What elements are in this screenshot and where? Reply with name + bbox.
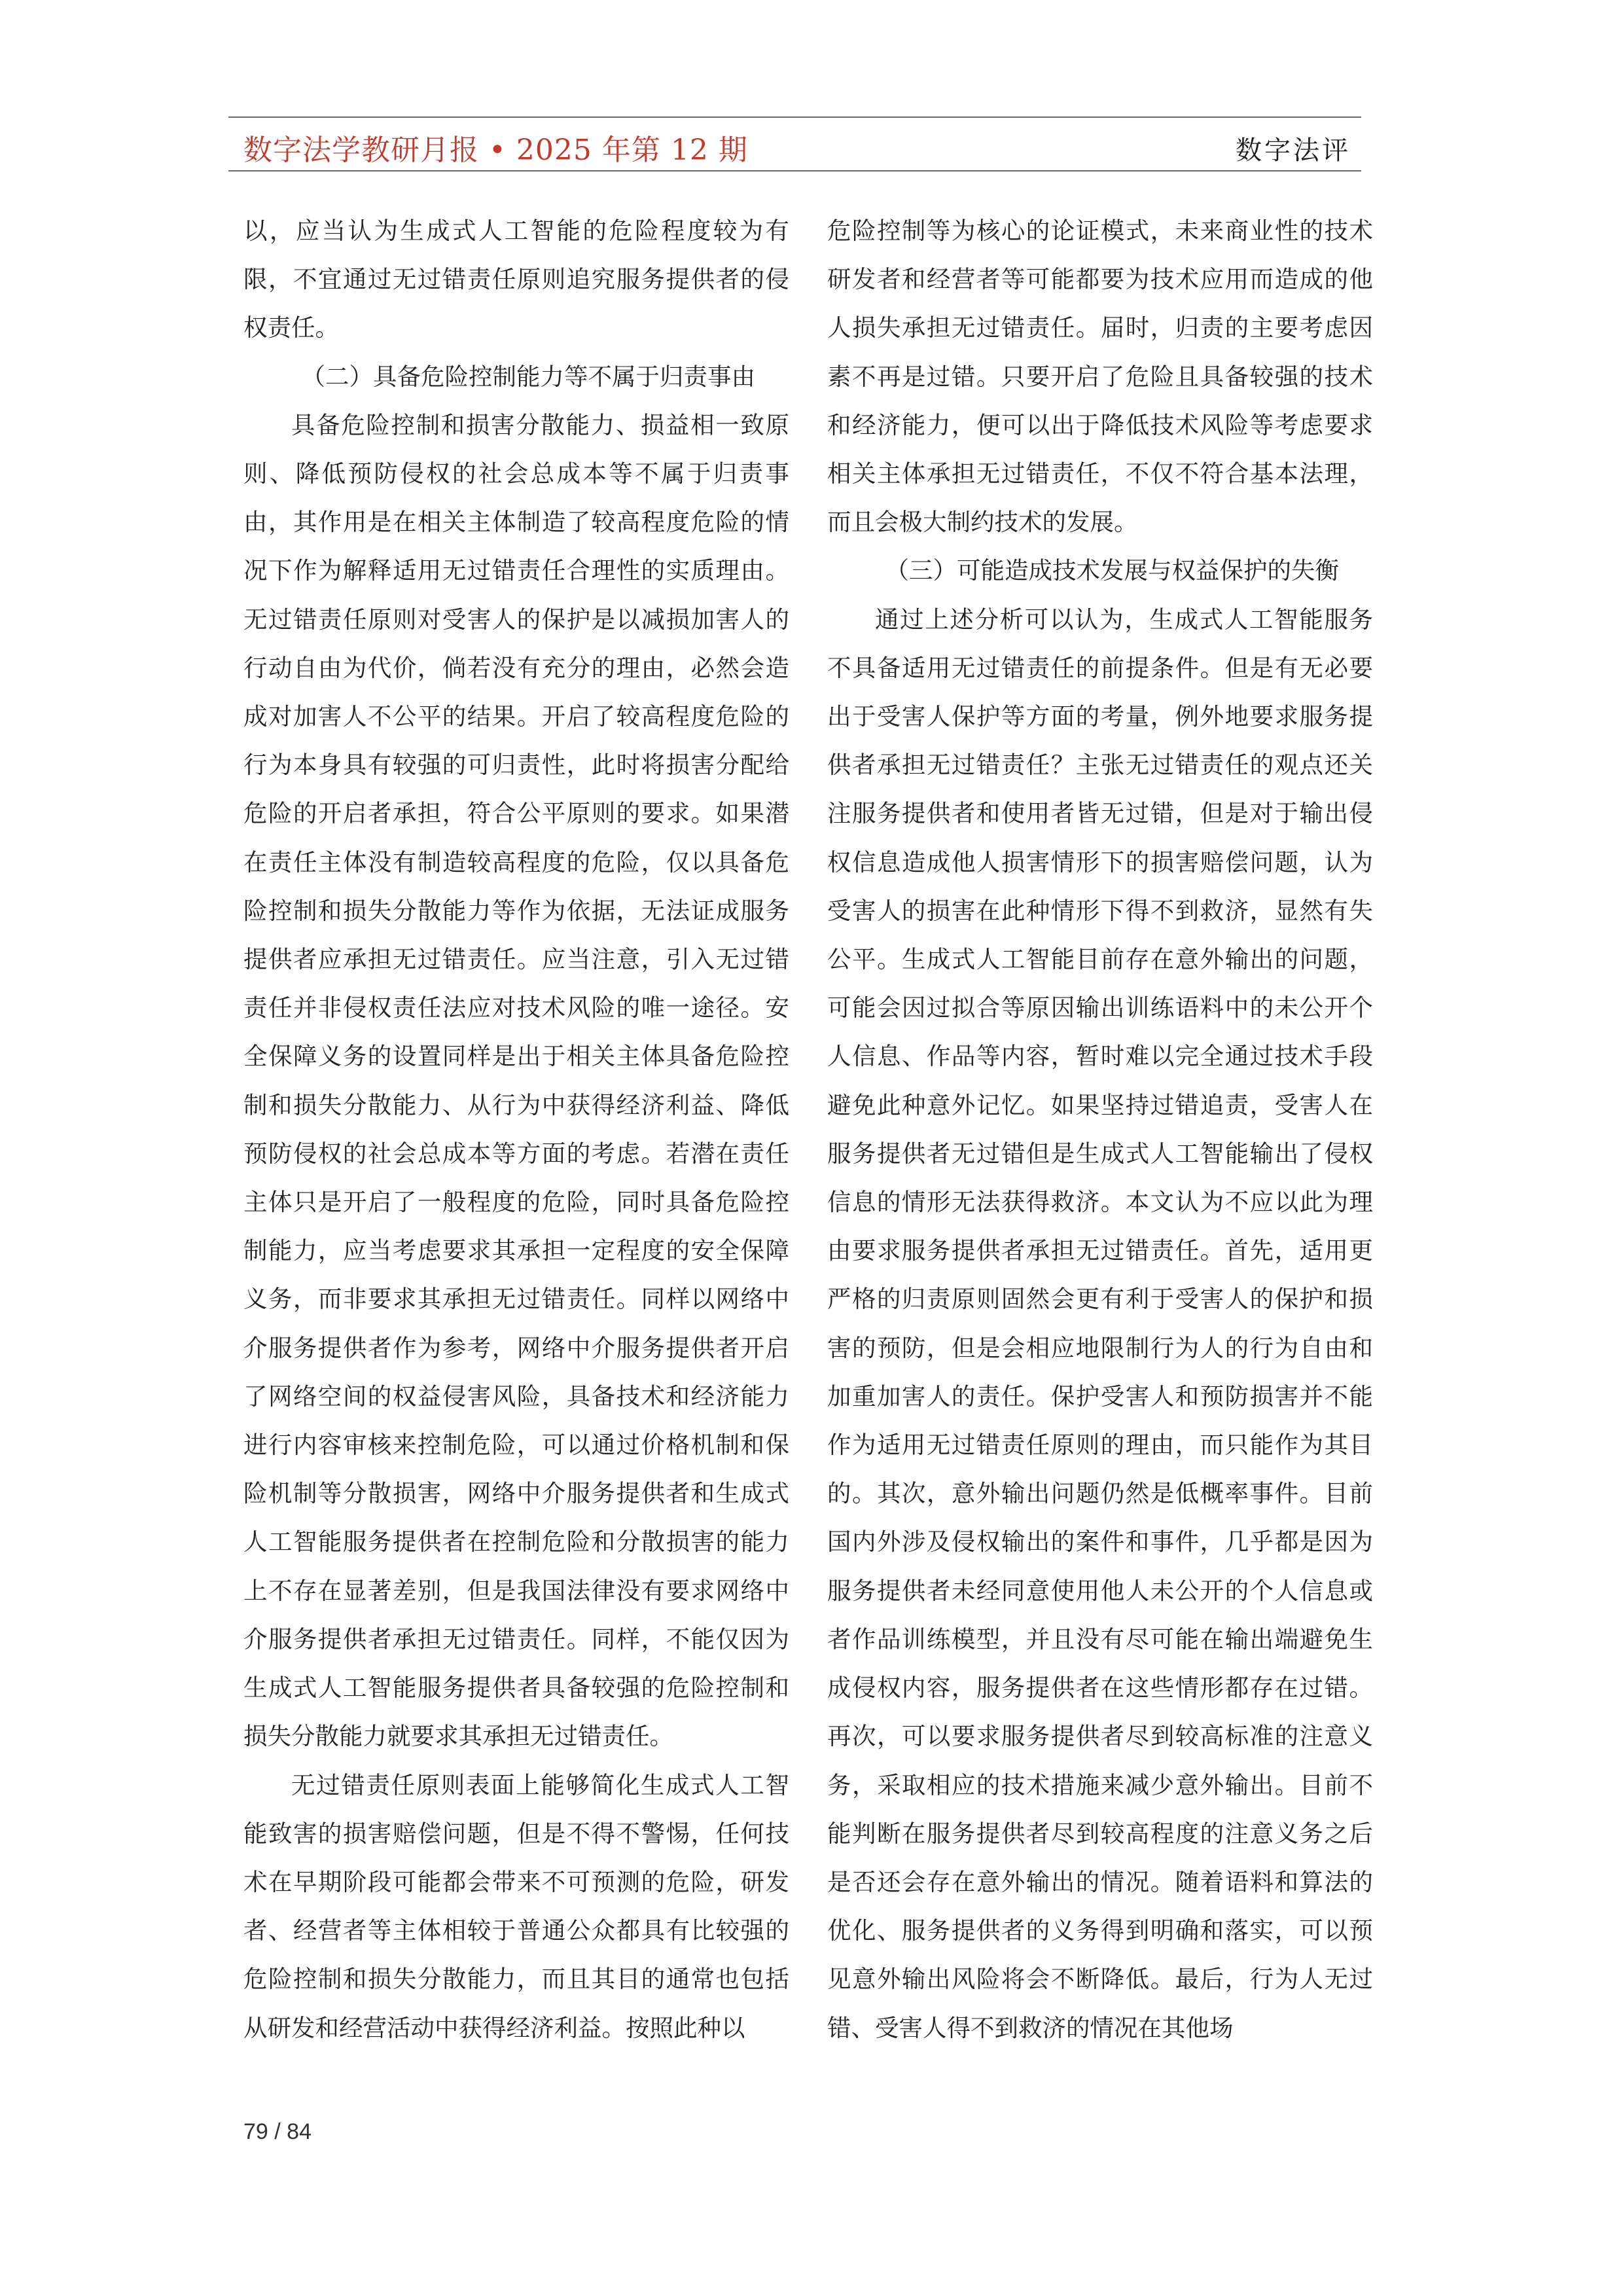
paragraph: 以，应当认为生成式人工智能的危险程度较为有限，不宜通过无过错责任原则追究服务提供者的侵权责任。: [243, 217, 789, 342]
paragraph: 具备危险控制和损害分散能力、损益相一致原则、降低预防侵权的社会总成本等不属于归责事由，其作用是在相关主体制造了较高程度危险的情况下作为解释适用无过错责任合理性的实质理由。无过错责任原则对受害人的保护是以减损加害人的行动自由为代价，倘若没有充分的理由，必然会造成对加害人不公平的结果。开启了较高程度危险的行为本身具有较强的可归责性，此时将损害分配给危险的开启者承担，符合公平原则的要求。如果潜在责任主体没有制造较高程度的危险，仅以具备危险控制和损失分散能力等作为依据，无法证成服务提供者应承担无过错责任。应当注意，引入无过错责任并非侵权责任法应对技术风险的唯一途径。安全保障义务的设置同样是出于相关主体具备危险控制和损失分散能力、从行为中获得经济利益、降低预防侵权的社会总成本等方面的考虑。若潜在责任主体只是开启了一般程度的危险，同时具备危险控制能力，应当考虑要求其承担一定程度的安全保障义务，而非要求其承担无过错责任。同样以网络中介服务提供者作为参考，网络中介服务提供者开启了网络空间的权益侵害风险，具备技术和经济能力进行内容审核来控制危险，可以通过价格机制和保险机制等分散损害，网络中介服务提供者和生成式人工智能服务提供者在控制危险和分散损害的能力上不存在显著差别，但是我国法律没有要求网络中介服务提供者承担无过错责任。同样，不能仅因为生成式人工智能服务提供者具备较强的危险控制和损失分散能力就要求其承担无过错责任。: [243, 410, 789, 1751]
header-bottom-rule: [228, 170, 1361, 171]
paragraph: 无过错责任原则表面上能够简化生成式人工智能致害的损害赔偿问题，但是不得不警惕，任何技术在早期阶段可能都会带来不可预测的危险，研发者、经营者等主体相较于普通公众都具有比较强的危险控制和损失分散能力，而且其目的通常也包括从研发和经营活动中获得经济利益。按照此种以: [243, 1770, 789, 2042]
left-column: [243, 207, 789, 2053]
page-number: 79 / 84: [243, 2119, 312, 2144]
right-column: [827, 207, 1373, 2053]
paragraph: 危险控制等为核心的论证模式，未来商业性的技术研发者和经营者等可能都要为技术应用而造成的他人损失承担无过错责任。届时，归责的主要考虑因素不再是过错。只要开启了危险且具备较强的技术和经济能力，便可以出于降低技术风险等考虑要求相关主体承担无过错责任，不仅不符合基本法理，而且会极大制约技术的发展。: [827, 217, 1373, 537]
paragraph: 通过上述分析可以认为，生成式人工智能服务不具备适用无过错责任的前提条件。但是有无必要出于受害人保护等方面的考量，例外地要求服务提供者承担无过错责任？主张无过错责任的观点还关注服务提供者和使用者皆无过错，但是对于输出侵权信息造成他人损害情形下的损害赔偿问题，认为受害人的损害在此种情形下得不到救济，显然有失公平。生成式人工智能目前存在意外输出的问题，可能会因过拟合等原因输出训练语料中的未公开个人信息、作品等内容，暂时难以完全通过技术手段避免此种意外记忆。如果坚持过错追责，受害人在服务提供者无过错但是生成式人工智能输出了侵权信息的情形无法获得救济。本文认为不应以此为理由要求服务提供者承担无过错责任。首先，适用更严格的归责原则固然会更有利于受害人的保护和损害的预防，但是会相应地限制行为人的行为自由和加重加害人的责任。保护受害人和预防损害并不能作为适用无过错责任原则的理由，而只能作为其目的。其次，意外输出问题仍然是低概率事件。目前国内外涉及侵权输出的案件和事件，几乎都是因为服务提供者未经同意使用他人未公开的个人信息或者作品训练模型，并且没有尽可能在输出端避免生成侵权内容，服务提供者在这些情形都存在过错。再次，可以要求服务提供者尽到较高标准的注意义务，采取相应的技术措施来减少意外输出。目前不能判断在服务提供者尽到较高程度的注意义务之后是否还会存在意外输出的情况。随着语料和算法的优化、服务提供者的义务得到明确和落实，可以预见意外输出风险将会不断降低。最后，行为人无过错、受害人得不到救济的情况在其他场: [827, 605, 1373, 2042]
section-heading: （三）可能造成技术发展与权益保护的失衡: [885, 556, 1339, 585]
section-heading: （二）具备危险控制能力等不属于归责事由: [301, 362, 755, 391]
header-top-rule: [228, 117, 1361, 118]
journal-title: 数字法学教研月报 • 2025 年第 12 期: [243, 134, 748, 167]
section-name: 数字法评: [1236, 135, 1351, 166]
